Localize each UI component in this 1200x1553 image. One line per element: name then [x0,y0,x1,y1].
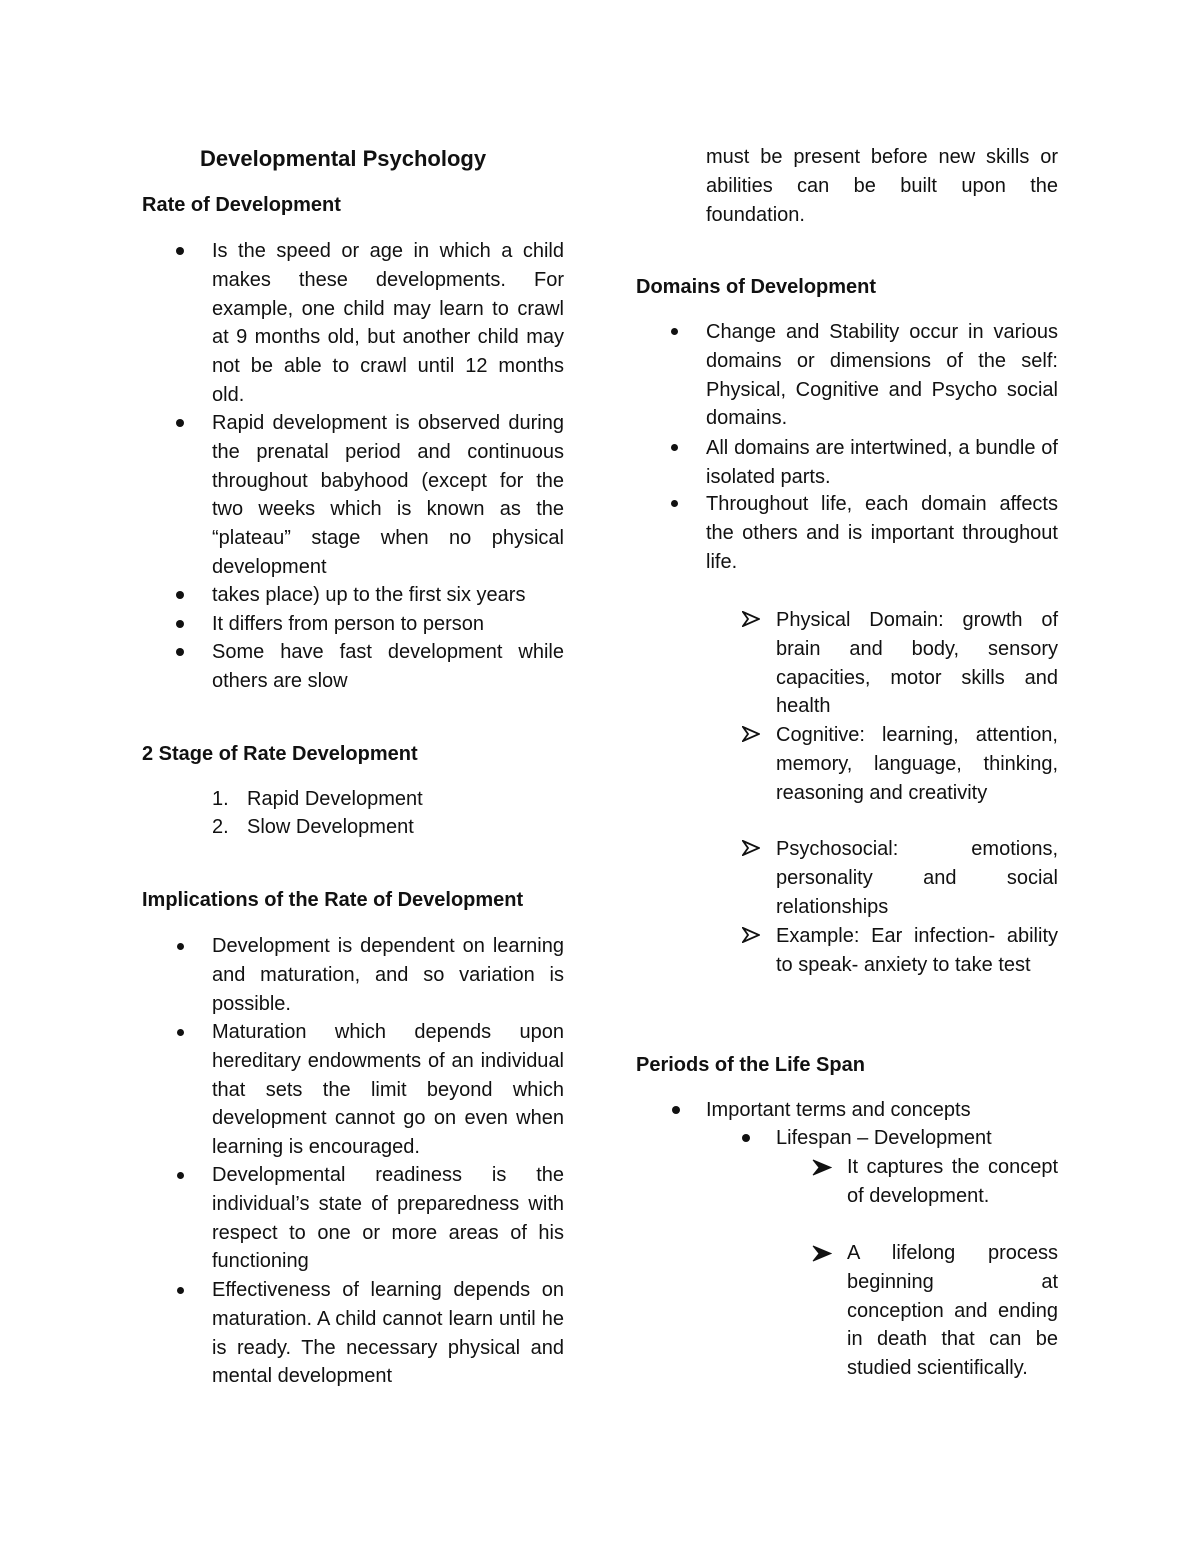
round-bullet-icon [176,620,184,628]
list-item: Maturation which depends upon hereditary endowments of an individual that sets the limit beyond which development cannot go on even when learning is encouraged. [212,1021,564,1159]
heading-rate-of-development: Rate of Development [142,194,341,216]
heading-domains: Domains of Development [636,276,877,298]
round-bullet-icon [177,1172,184,1179]
list-item: Slow Development [247,816,414,838]
page-title: Developmental Psychology [200,146,487,171]
round-bullet-icon [176,419,184,427]
list-item: Lifespan – Development [776,1127,992,1149]
heading-periods: Periods of the Life Span [636,1054,865,1076]
list-item: It captures the concept of development. [847,1156,1058,1207]
round-bullet-icon [671,328,678,335]
list-item-continuation: must be present before new skills or abilities can be built upon the foundation. [706,146,1058,226]
arrow-bullet-icon [742,726,760,742]
round-bullet-icon [176,648,184,656]
round-bullet-icon [742,1134,750,1142]
list-item: Is the speed or age in which a child makes these developments. For example, one child may learn to crawl at 9 months old, but another child may not be able to crawl until 12 months old. [212,240,564,406]
list-item: Example: Ear infection- ability to speak- anxiety to take test [776,925,1058,976]
list-item: Rapid Development [247,788,423,810]
round-bullet-icon [176,247,184,255]
list-item: takes place) up to the first six years [212,584,526,606]
list-item: Development is dependent on learning and maturation, and so variation is possible. [212,935,564,1015]
arrow-bullet-icon [742,927,760,943]
list-item: Cognitive: learning, attention, memory, language, thinking, reasoning and creativity [776,724,1058,804]
heading-two-stage: 2 Stage of Rate Development [142,743,418,765]
list-item: Psychosocial: emotions, personality and social relationships [776,838,1058,918]
list-item: Developmental readiness is the individual’s state of preparedness with respect to one or more areas of his functioning [212,1164,564,1273]
round-bullet-icon [177,943,184,950]
round-bullet-icon [177,1029,184,1036]
heading-implications: Implications of the Rate of Development [142,889,524,911]
round-bullet-icon [176,591,184,599]
round-bullet-icon [671,444,678,451]
bold-arrow-bullet-icon [812,1159,832,1176]
round-bullet-icon [672,1106,680,1114]
round-bullet-icon [671,500,678,507]
list-number: 1. [212,788,229,810]
list-item: All domains are intertwined, a bundle of isolated parts. [706,437,1058,488]
list-item: Important terms and concepts [706,1099,971,1121]
list-item: Rapid development is observed during the prenatal period and continuous throughout babyhood (except for the two weeks which is known as the “plateau” stage when no physical development [212,412,564,578]
bold-arrow-bullet-icon [812,1245,832,1262]
arrow-bullet-icon [742,840,760,856]
list-item: Effectiveness of learning depends on maturation. A child cannot learn until he is ready. The necessary physical and mental development [212,1279,564,1388]
list-number: 2. [212,816,229,838]
list-item: Throughout life, each domain affects the others and is important throughout life. [706,493,1058,573]
round-bullet-icon [177,1287,184,1294]
list-item: It differs from person to person [212,613,484,635]
list-item: Change and Stability occur in various domains or dimensions of the self: Physical, Cognitive and Psycho social domains. [706,321,1058,430]
list-item: A lifelong process beginning at conception and ending in death that can be studied scientifically. [847,1242,1058,1380]
list-item: Some have fast development while others are slow [212,641,564,692]
arrow-bullet-icon [742,611,760,627]
list-item: Physical Domain: growth of brain and body, sensory capacities, motor skills and health [776,609,1058,718]
